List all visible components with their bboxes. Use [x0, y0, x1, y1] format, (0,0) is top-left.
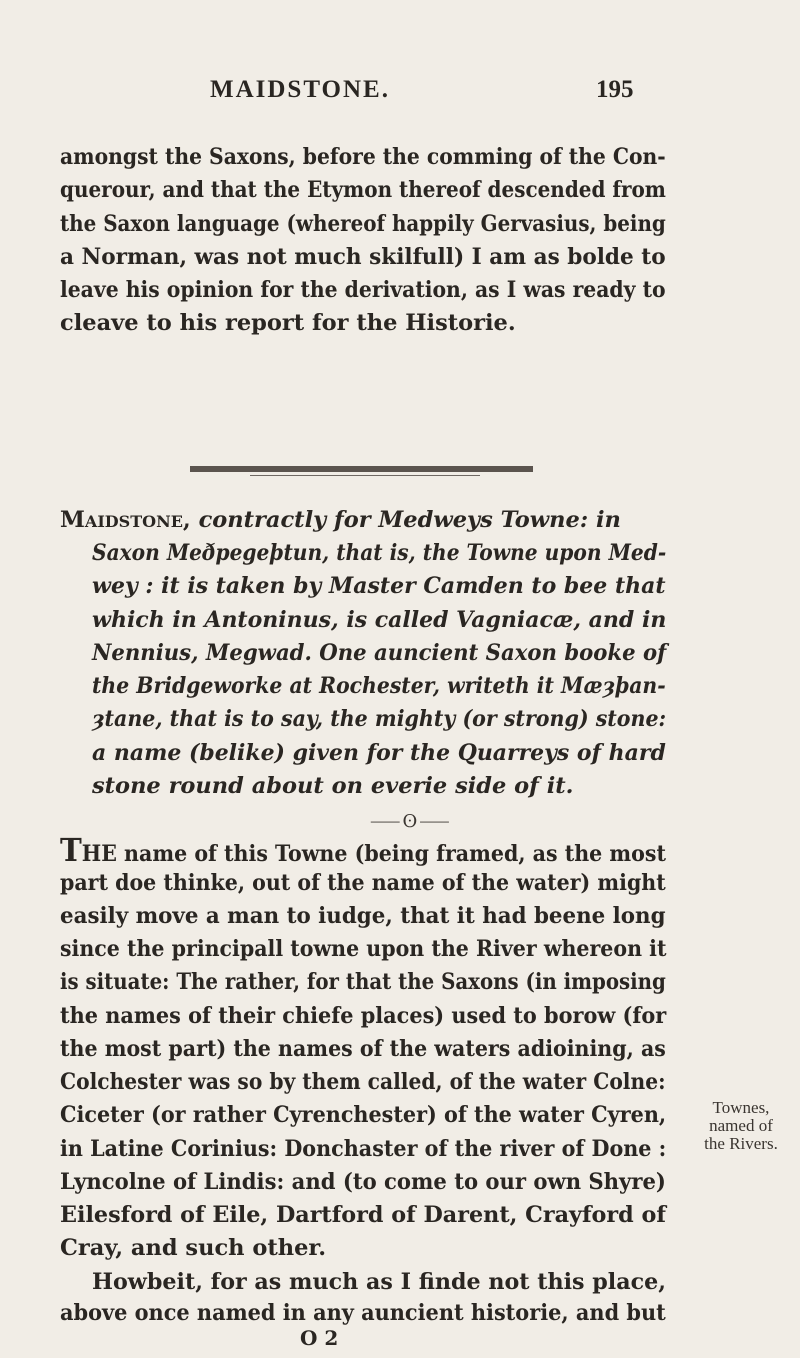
text-line: Nennius, Megwad. One auncient Saxon booke of — [92, 639, 667, 666]
text-line: above once named in any auncient historie, and but — [60, 1300, 666, 1326]
text-line: Howbeit, for as much as I finde not this place, — [92, 1268, 666, 1295]
text-line: a Norman, was not much skilfull) I am as bolde to — [60, 243, 666, 270]
text-line: cleave to his report for the Historie. — [60, 310, 516, 337]
section-rule-thin — [250, 475, 480, 476]
text-line: which in Antoninus, is called Vagniacæ, and in — [92, 606, 667, 633]
marginal-note-line: Townes, — [712, 1097, 770, 1117]
paragraph-first-line — [60, 831, 666, 870]
drop-cap: T — [60, 831, 82, 870]
running-head: MAIDSTONE. — [210, 76, 390, 103]
text-line: Saxon Meðpegeþtun, that is, the Towne upon Med- — [92, 540, 667, 567]
marginal-note-line: named of — [709, 1115, 773, 1135]
text-line: in Latine Corinius: Donchaster of the river of Done : — [60, 1135, 667, 1162]
text-line: since the principall towne upon the River whereon it — [60, 936, 667, 963]
first-word-rest: HE — [81, 841, 117, 868]
marginal-note-line: the Rivers. — [704, 1133, 778, 1153]
text-line: the Bridgeworke at Rochester, writeth it Mæȝþan- — [92, 673, 666, 700]
text-line: amongst the Saxons, before the comming of the Con- — [60, 144, 666, 170]
text-line: Colchester was so by them called, of the water Colne: — [60, 1069, 666, 1096]
text-line: is situate: The rather, for that the Saxons (in imposing — [60, 969, 666, 996]
text-line: the names of their chiefe places) used to borow (for — [60, 1002, 667, 1029]
text-line: part doe thinke, out of the name of the water) might — [60, 869, 666, 896]
section-rule — [190, 466, 533, 472]
text-line: stone round about on everie side of it. — [92, 772, 574, 799]
text-line: ȝtane, that is to say, the mighty (or strong) stone: — [92, 706, 667, 733]
first-line-rest: name of this Towne (being framed, as the most — [124, 841, 666, 868]
text-line: leave his opinion for the derivation, as I was ready to — [60, 277, 666, 303]
text-line: Cray, and such other. — [60, 1235, 327, 1262]
text-line: Ciceter (or rather Cyrenchester) of the water Cyren, — [60, 1102, 667, 1129]
entry-heading: Maidstone, — [60, 506, 191, 533]
text-line: Lyncolne of Lindis: and (to come to our own Shyre) — [60, 1168, 666, 1195]
text-line: the most part) the names of the waters adioining, as — [60, 1035, 666, 1062]
entry-first-line-rest: contractly for Medweys Towne: in — [198, 506, 621, 533]
text-line: querour, and that the Etymon thereof descended from — [60, 177, 666, 204]
text-line: easily move a man to iudge, that it had beene long — [60, 902, 666, 929]
marginal-note — [686, 1099, 796, 1153]
page-header — [0, 76, 800, 116]
entry-first-line — [60, 505, 621, 535]
page-number: 195 — [596, 76, 634, 103]
text-line: a name (belike) given for the Quarreys of hard — [92, 739, 666, 766]
text-line: the Saxon language (whereof happily Gervasius, being — [60, 210, 666, 237]
text-line: Eilesford of Eile, Dartford of Darent, Crayford of — [60, 1202, 666, 1229]
signature-mark: O 2 — [300, 1326, 339, 1350]
text-line: wey : it is taken by Master Camden to bee that — [92, 573, 666, 600]
ornament-divider: ⸺ʘ⸺ — [370, 811, 452, 833]
